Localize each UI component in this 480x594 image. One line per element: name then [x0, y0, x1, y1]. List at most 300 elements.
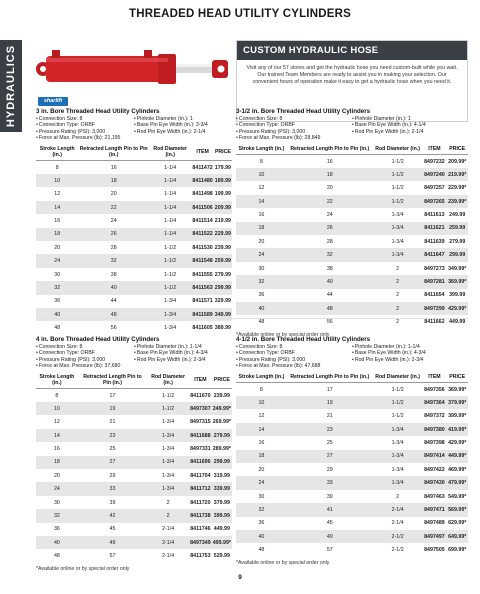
spec-item: [134, 363, 232, 369]
cell-rod-diameter: 1-1/2: [149, 254, 191, 267]
cell-item-number: 8497273: [424, 265, 445, 272]
cell-rod-diameter: 1-3/4: [149, 308, 191, 321]
cell-item-number: 8497471: [422, 503, 446, 516]
cell-stroke-length: 40: [236, 530, 287, 543]
cell-price: 349.99*: [448, 265, 467, 272]
table-row: [36, 228, 232, 241]
spec-item: [134, 135, 232, 141]
cell-item-number: 8411753: [190, 553, 211, 560]
cell-price: 569.99*: [446, 503, 468, 516]
table-row: [236, 262, 468, 275]
cell-stroke-length: 30: [258, 493, 265, 500]
cell-retracted-length: 20: [326, 185, 333, 192]
cell-price: 219.99*: [446, 168, 468, 181]
cell-item-number: 8411704: [190, 472, 211, 479]
spec-item: • Rod Pin Eye Width (in.): 2-3/4: [352, 357, 468, 363]
cell-rod-diameter: 1-3/4: [162, 419, 175, 426]
promo-heading: CUSTOM HYDRAULIC HOSE: [237, 41, 467, 60]
cell-item-number: 8497257: [424, 185, 445, 192]
cell-retracted-length: 44: [326, 292, 333, 299]
table-header-row: [236, 372, 468, 383]
cell-retracted-length: 33: [287, 476, 373, 489]
table-row: [236, 476, 468, 489]
promo-body: Visit any of our 57 stores and get the hydraulic hose you need custom-built while you wait. Our trained Team Members are ready to assist you in making your selection. Our convenient hours of operation make it easy to get a hydraulic hose when you need it.: [246, 65, 458, 86]
cell-rod-diameter: 1-3/4: [373, 423, 423, 436]
cell-price: 229.99: [214, 228, 232, 241]
cell-item-number: 8497331: [190, 445, 211, 452]
cell-rod-diameter: 1-1/2: [149, 281, 191, 294]
cell-retracted-length: 25: [326, 439, 333, 446]
cell-stroke-length: 12: [54, 191, 61, 198]
cell-rod-diameter: 1-1/4: [164, 191, 177, 198]
table-row: [236, 195, 468, 208]
cell-item-number: 8411696: [189, 456, 212, 469]
side-tab-label: HYDRAULICS: [5, 44, 17, 128]
cell-item-number: 8411613: [424, 211, 445, 218]
cell-rod-diameter: 1-3/4: [162, 472, 175, 479]
cell-stroke-length: 36: [54, 298, 61, 305]
cell-retracted-length: 23: [78, 429, 147, 442]
cell-retracted-length: 57: [326, 547, 333, 554]
spec-item: • Connection Size: 8: [36, 344, 134, 350]
cell-item-number: 8497356: [424, 386, 445, 393]
cell-stroke-length: 20: [53, 472, 60, 479]
cell-price: 279.99: [449, 238, 466, 245]
cell-retracted-length: 25: [109, 445, 116, 452]
cell-retracted-length: 27: [287, 450, 373, 463]
table-row: [36, 469, 232, 482]
table-row: [236, 302, 468, 315]
cell-stroke-length: 24: [36, 254, 78, 267]
cell-item-number: 8411589: [191, 308, 213, 321]
table-row: [36, 536, 232, 549]
cell-item-number: 8411720: [190, 499, 211, 506]
cell-item-number: 8497497: [422, 530, 446, 543]
cell-item-number: 8411522: [191, 228, 213, 241]
cell-rod-diameter: 1-1/2: [391, 185, 404, 192]
column-header-stroke-length: Stroke Length (in.): [36, 144, 78, 161]
cell-retracted-length: 48: [78, 308, 149, 321]
cell-stroke-length: 32: [36, 281, 78, 294]
cell-retracted-length: 21: [109, 419, 116, 426]
cell-price: 379.99: [213, 499, 230, 506]
table-row: [236, 463, 468, 476]
spec-item: • Connection Size: 8: [36, 116, 134, 122]
cell-price: 399.99*: [448, 413, 467, 420]
cell-retracted-length: 16: [326, 158, 333, 165]
cell-retracted-length: 26: [78, 228, 149, 241]
spec-list: [236, 344, 468, 369]
cell-price: 469.99*: [448, 466, 467, 473]
cell-rod-diameter: 2: [396, 493, 400, 500]
cell-price: 199.99: [214, 191, 231, 198]
spec-item: • Pinhole Diameter (in.): 1: [352, 116, 468, 122]
cell-rod-diameter: 2: [396, 265, 400, 272]
cell-stroke-length: 12: [258, 413, 265, 420]
cell-item-number: 8411662: [424, 319, 445, 326]
section-side-tab: [0, 40, 22, 132]
cell-price: 179.99: [214, 164, 231, 171]
cell-retracted-length: 18: [287, 168, 373, 181]
cell-retracted-length: 28: [110, 244, 117, 251]
cell-price: 419.99*: [446, 423, 468, 436]
cylinder-table: [36, 372, 232, 563]
cell-stroke-length: 48: [54, 325, 61, 332]
cell-item-number: 8411688: [189, 429, 212, 442]
cell-rod-diameter: 2-1/4: [373, 503, 423, 516]
cell-retracted-length: 33: [78, 482, 147, 495]
spec-item: • Rod Pin Eye Width (in.): 2-1/4: [134, 129, 232, 135]
table-row: [36, 456, 232, 469]
spec-item: • Force at Max. Pressure (lb): 37,680: [36, 363, 134, 369]
cell-retracted-length: 44: [110, 298, 117, 305]
cell-price: 259.99: [214, 254, 232, 267]
cell-retracted-length: 19: [287, 396, 373, 409]
cell-stroke-length: 10: [36, 174, 78, 187]
table-row: [36, 214, 232, 227]
cell-price: 209.99*: [448, 158, 467, 165]
section-4-1-2in: [236, 336, 468, 566]
section-3-1-2in: [236, 108, 468, 338]
table-row: [36, 281, 232, 294]
cell-rod-diameter: 1-1/2: [162, 392, 175, 399]
cell-stroke-length: 24: [236, 476, 287, 489]
section-title: 4-1/2 in. Bore Threaded Head Utility Cylinders: [236, 336, 371, 343]
column-header-rod-diameter: Rod Diameter (in.): [149, 144, 191, 161]
cell-rod-diameter: 1-3/4: [147, 456, 189, 469]
table-row: [236, 503, 468, 516]
cell-stroke-length: 30: [258, 265, 265, 272]
cell-price: 299.99: [446, 248, 468, 261]
cell-rod-diameter: 2-1/4: [391, 520, 404, 527]
column-header-item-number: ITEM: [422, 144, 446, 155]
table-row: [236, 423, 468, 436]
table-row: [36, 442, 232, 455]
cell-rod-diameter: 1-1/2: [147, 402, 189, 415]
table-row: [36, 321, 232, 334]
cell-rod-diameter: 1-1/4: [149, 201, 191, 214]
brand-logo: sharlift: [38, 97, 68, 106]
cell-rod-diameter: 2: [147, 509, 189, 522]
cell-item-number: 8411555: [192, 271, 213, 278]
cell-stroke-length: 36: [258, 292, 265, 299]
spec-item: • Connection Type: ORBF: [36, 350, 134, 356]
cell-rod-diameter: 1-3/4: [147, 429, 189, 442]
spec-item: • Force at Max. Pressure (lb): 47,688: [236, 363, 352, 369]
cell-rod-diameter: 2-1/4: [162, 526, 175, 533]
cell-item-number: 8497240: [422, 168, 446, 181]
cell-rod-diameter: 2: [396, 319, 400, 326]
cell-rod-diameter: 1-1/2: [373, 396, 423, 409]
table-row: [236, 543, 468, 556]
cell-item-number: 8411670: [190, 392, 211, 399]
table-row: [36, 402, 232, 415]
spec-item: • Pressure Rating (PSI): 3,000: [36, 129, 134, 135]
cell-item-number: 8497307: [189, 402, 212, 415]
table-row: [36, 482, 232, 495]
cell-retracted-length: 45: [109, 526, 116, 533]
cell-item-number: 8411621: [422, 222, 446, 235]
cell-retracted-length: 29: [326, 466, 333, 473]
cell-stroke-length: 10: [36, 402, 78, 415]
cell-price: 499.99*: [212, 536, 232, 549]
cell-rod-diameter: 1-3/4: [391, 439, 404, 446]
cell-item-number: 8411571: [192, 298, 213, 305]
cell-stroke-length: 40: [36, 536, 78, 549]
cell-price: 369.99*: [448, 386, 467, 393]
cell-price: 369.99*: [446, 275, 468, 288]
cell-rod-diameter: 2-1/2: [373, 530, 423, 543]
cell-retracted-length: 56: [110, 325, 117, 332]
column-header-item-number: ITEM: [422, 372, 446, 383]
column-header-price: PRICE: [446, 372, 468, 383]
spec-item: • Force at Max. Pressure (lb): 28,849: [236, 135, 352, 141]
spec-item: [352, 135, 468, 141]
cell-retracted-length: 20: [110, 191, 117, 198]
table-row: [36, 429, 232, 442]
table-row: [236, 235, 468, 248]
cell-retracted-length: 49: [78, 536, 147, 549]
table-row: [36, 549, 232, 562]
cell-price: 339.99: [212, 482, 232, 495]
cell-stroke-length: 24: [36, 482, 78, 495]
cell-price: 449.99: [449, 319, 466, 326]
column-header-stroke-length: Stroke Length (in.): [236, 144, 287, 155]
column-header-price: PRICE: [212, 372, 232, 389]
spec-item: • Base Pin Eye Width (in.): 4-1/4: [352, 122, 468, 128]
cell-rod-diameter: 1-3/4: [164, 298, 177, 305]
cell-price: 399.99: [449, 292, 466, 299]
section-4in: [36, 336, 232, 572]
spec-item: • Connection Size: 8: [236, 116, 352, 122]
cell-item-number: 8497422: [424, 466, 445, 473]
column-header-rod-diameter: Rod Diameter (in.): [373, 144, 423, 155]
table-row: [236, 383, 468, 396]
cell-retracted-length: 56: [326, 319, 333, 326]
cell-stroke-length: 32: [236, 275, 287, 288]
cell-rod-diameter: 2: [396, 292, 400, 299]
spec-item: • Connection Size: 8: [236, 344, 352, 350]
availability-note: *Available online or by special order only: [36, 565, 130, 572]
table-row: [236, 275, 468, 288]
cell-price: 249.99: [449, 211, 466, 218]
column-header-price: PRICE: [446, 144, 468, 155]
cell-retracted-length: 32: [78, 254, 149, 267]
table-row: [236, 181, 468, 194]
cell-retracted-length: 57: [109, 553, 116, 560]
cell-stroke-length: 8: [55, 164, 59, 171]
cell-retracted-length: 18: [78, 174, 149, 187]
cell-retracted-length: 40: [287, 275, 373, 288]
cell-rod-diameter: 1-3/4: [373, 476, 423, 489]
cell-item-number: 8411654: [424, 292, 445, 299]
column-header-item-number: ITEM: [189, 372, 212, 389]
cell-stroke-length: 24: [236, 248, 287, 261]
cell-price: 349.99: [214, 308, 232, 321]
cell-rod-diameter: 2: [166, 499, 170, 506]
cell-item-number: 8411647: [422, 248, 446, 261]
column-header-stroke-length: Stroke Length (in.): [236, 372, 287, 383]
cell-retracted-length: 17: [109, 392, 116, 399]
table-row: [236, 396, 468, 409]
cell-stroke-length: 14: [236, 195, 287, 208]
cylinder-image: [34, 36, 234, 100]
cell-price: 479.99*: [446, 476, 468, 489]
column-header-retracted-length: Retracted Length Pin to Pin (in.): [287, 144, 373, 155]
cell-stroke-length: 30: [54, 271, 61, 278]
table-row: [236, 222, 468, 235]
cell-retracted-length: 48: [287, 302, 373, 315]
cylinder-table: [236, 144, 468, 329]
spec-item: • Connection Type: ORBF: [36, 122, 134, 128]
table-row: [36, 415, 232, 428]
table-row: [36, 201, 232, 214]
cell-price: 269.99*: [212, 419, 231, 426]
table-row: [236, 168, 468, 181]
cell-item-number: 8497364: [422, 396, 446, 409]
cell-price: 229.99*: [448, 185, 467, 192]
cell-retracted-length: 21: [326, 413, 333, 420]
cell-price: 249.99*: [212, 402, 232, 415]
cell-rod-diameter: 1-3/4: [391, 238, 404, 245]
cell-stroke-length: 20: [258, 238, 265, 245]
cell-price: 319.99: [213, 472, 230, 479]
cell-stroke-length: 16: [53, 445, 60, 452]
availability-note: *Available online or by special order only: [236, 559, 330, 566]
table-header-row: [36, 144, 232, 161]
cell-item-number: 8497232: [424, 158, 445, 165]
spec-item: • Connection Type: ORBF: [236, 122, 352, 128]
cell-rod-diameter: 1-3/4: [147, 482, 189, 495]
cell-retracted-length: 38: [326, 265, 333, 272]
cell-rod-diameter: 1-3/4: [164, 325, 177, 332]
cell-rod-diameter: 1-1/4: [164, 164, 177, 171]
cell-stroke-length: 18: [236, 450, 287, 463]
column-header-stroke-length: Stroke Length (in.): [36, 372, 78, 389]
table-row: [236, 409, 468, 422]
spec-item: • Pinhole Diameter (in.): 1-1/4: [352, 344, 468, 350]
column-header-item-number: ITEM: [191, 144, 213, 161]
cell-retracted-length: 38: [110, 271, 117, 278]
cell-price: 239.99: [214, 244, 231, 251]
cell-stroke-length: 36: [53, 526, 60, 533]
cell-rod-diameter: 1-3/4: [373, 222, 423, 235]
cell-price: 399.99: [212, 509, 232, 522]
cell-item-number: 8411563: [191, 281, 213, 294]
cell-retracted-length: 22: [78, 201, 149, 214]
cell-price: 219.99: [214, 217, 231, 224]
table-row: [36, 268, 232, 281]
column-header-retracted-length: Retracted Length Pin to Pin (in.): [78, 144, 149, 161]
cell-stroke-length: 40: [236, 302, 287, 315]
cell-retracted-length: 17: [326, 386, 333, 393]
table-row: [36, 509, 232, 522]
cell-retracted-length: 39: [326, 493, 333, 500]
cell-stroke-length: 8: [259, 386, 263, 393]
spec-item: • Force at Max. Pressure (lb): 21,195: [36, 135, 134, 141]
cell-rod-diameter: 2-1/4: [162, 553, 175, 560]
cell-stroke-length: 48: [258, 547, 265, 554]
page-number: 9: [238, 574, 242, 581]
cell-stroke-length: 48: [258, 319, 265, 326]
spec-list: [36, 116, 232, 141]
cell-price: 649.99*: [446, 530, 468, 543]
cell-rod-diameter: 1-1/4: [164, 217, 177, 224]
cell-item-number: 8411605: [192, 325, 213, 332]
cell-item-number: 8411472: [192, 164, 213, 171]
cell-retracted-length: 39: [109, 499, 116, 506]
availability-note: *Available online or by special order only: [236, 331, 330, 338]
cell-price: 549.99*: [448, 493, 467, 500]
cell-stroke-length: 48: [53, 553, 60, 560]
cell-rod-diameter: 2-1/4: [147, 536, 189, 549]
column-header-price: PRICE: [214, 144, 232, 161]
table-row: [36, 523, 232, 536]
cell-rod-diameter: 2: [373, 302, 423, 315]
cell-retracted-length: 16: [110, 164, 117, 171]
spec-item: • Rod Pin Eye Width (in.): 2-1/4: [352, 129, 468, 135]
table-row: [236, 289, 468, 302]
cell-item-number: 8411514: [192, 217, 213, 224]
cell-item-number: 8411498: [192, 191, 213, 198]
cell-item-number: 8411480: [191, 174, 213, 187]
column-header-rod-diameter: Rod Diameter (in.): [147, 372, 189, 389]
cell-retracted-length: 24: [110, 217, 117, 224]
cell-rod-diameter: 1-1/2: [373, 168, 423, 181]
cell-item-number: 8497299: [422, 302, 446, 315]
spec-item: • Pressure Rating (PSI): 3,000: [36, 357, 134, 363]
table-row: [236, 530, 468, 543]
table-row: [36, 295, 232, 308]
cell-price: 379.99*: [446, 396, 468, 409]
cell-stroke-length: 14: [36, 201, 78, 214]
cell-price: 299.99: [214, 281, 232, 294]
cell-price: 429.99*: [446, 302, 468, 315]
cell-stroke-length: 8: [55, 392, 59, 399]
cell-stroke-length: 36: [258, 520, 265, 527]
spec-item: • Base Pin Eye Width (in.): 3-3/4: [134, 122, 232, 128]
cell-price: 429.99*: [448, 439, 467, 446]
cell-item-number: 8497315: [190, 419, 211, 426]
cell-retracted-length: 27: [78, 456, 147, 469]
table-row: [236, 248, 468, 261]
cell-item-number: 8411746: [190, 526, 211, 533]
cell-item-number: 8411712: [189, 482, 212, 495]
spec-item: • Pressure Rating (PSI): 3,000: [236, 357, 352, 363]
cell-item-number: 8411548: [191, 254, 213, 267]
cell-stroke-length: 16: [54, 217, 61, 224]
cell-item-number: 8497398: [424, 439, 445, 446]
table-row: [236, 208, 468, 221]
spec-list: [236, 116, 468, 141]
cell-stroke-length: 40: [36, 308, 78, 321]
spec-item: [352, 363, 468, 369]
cell-price: 329.99: [214, 298, 231, 305]
section-title: 3-1/2 in. Bore Threaded Head Utility Cylinders: [236, 108, 371, 115]
cell-item-number: 8497414: [422, 450, 446, 463]
spec-item: • Pinhole Diameter (in.): 1-1/4: [134, 344, 232, 350]
table-row: [236, 436, 468, 449]
cell-item-number: 8497505: [424, 547, 445, 554]
cell-retracted-length: 19: [78, 402, 147, 415]
cell-retracted-length: 26: [287, 222, 373, 235]
cell-item-number: 8497430: [422, 476, 446, 489]
cell-rod-diameter: 1-1/2: [391, 413, 404, 420]
cell-stroke-length: 32: [36, 509, 78, 522]
cell-stroke-length: 18: [236, 222, 287, 235]
spec-item: • Pressure Rating (PSI): 3,000: [236, 129, 352, 135]
cell-item-number: 8497380: [422, 423, 446, 436]
